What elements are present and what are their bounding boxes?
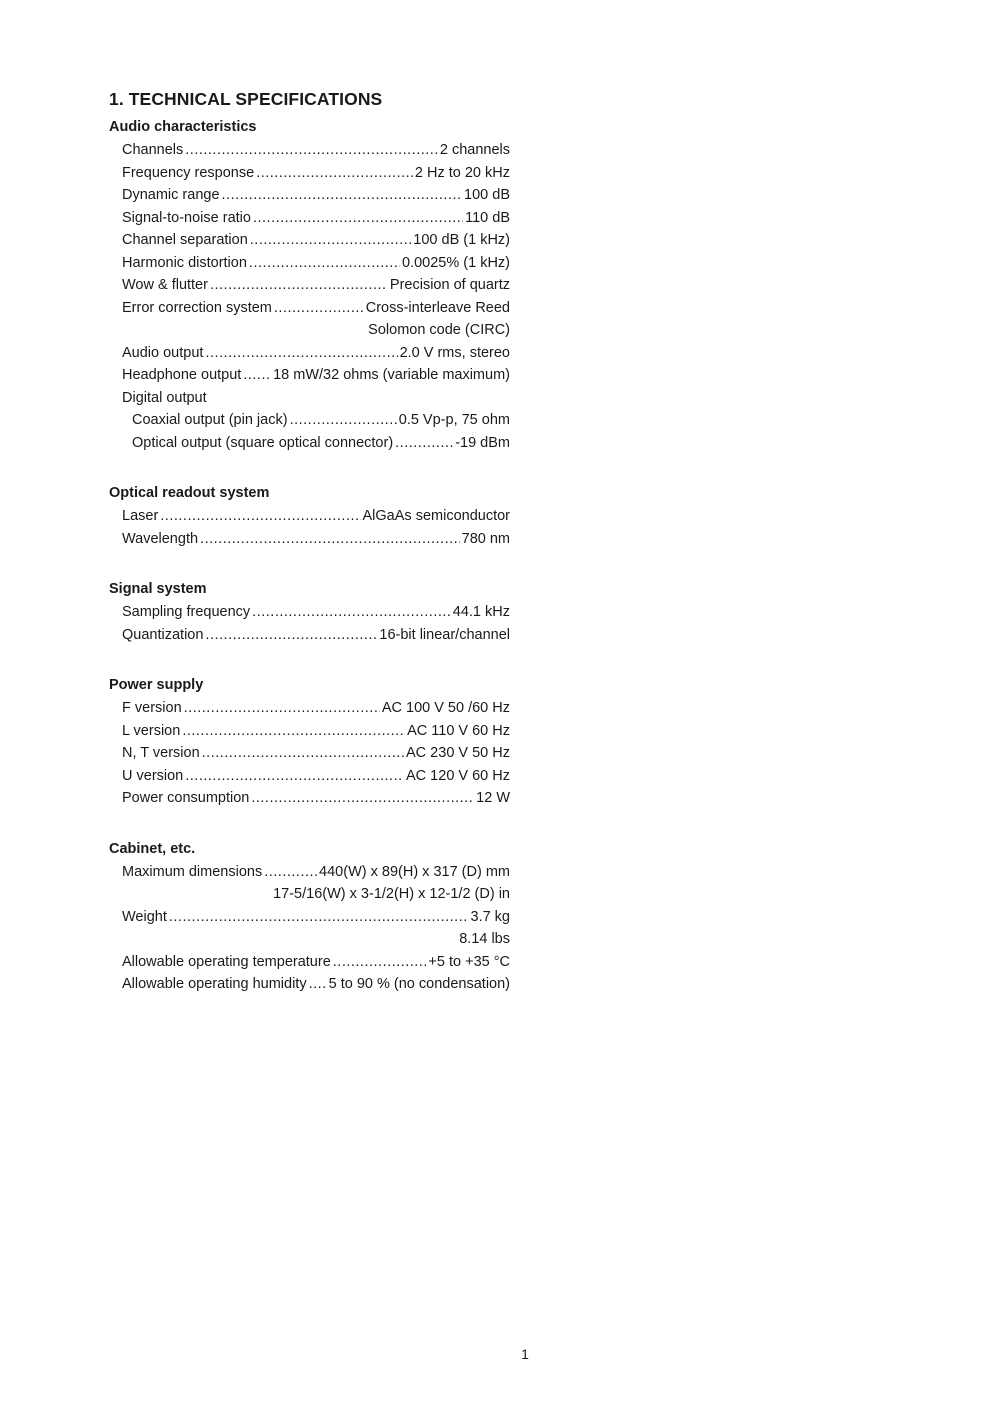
spec-row <box>109 252 510 275</box>
section-title: Signal system <box>109 581 207 597</box>
spec-value: 8.14 lbs <box>459 931 510 947</box>
spec-row <box>109 720 510 743</box>
spec-value: 100 dB <box>464 187 510 203</box>
spec-value: 2.0 V rms, stereo <box>399 344 510 361</box>
spec-row <box>109 184 510 207</box>
dot-leader <box>169 906 469 929</box>
page-number: 1 <box>521 1346 529 1362</box>
spec-label: Allowable operating humidity <box>122 976 307 992</box>
spec-row <box>109 742 510 765</box>
dot-leader <box>160 505 360 528</box>
spec-label: Channel separation <box>122 232 248 248</box>
spec-value: Solomon code (CIRC) <box>368 322 510 338</box>
spec-row <box>109 624 510 647</box>
spec-row <box>109 861 510 884</box>
spec-value: 440(W) x 89(H) x 317 (D) mm <box>319 863 510 880</box>
dot-leader <box>395 432 453 455</box>
spec-row <box>109 432 510 455</box>
spec-row <box>109 505 510 528</box>
spec-row <box>109 162 510 185</box>
spec-label: Optical output (square optical connector) <box>132 434 394 451</box>
spec-label: Laser <box>122 508 159 524</box>
spec-label: Headphone output <box>122 367 242 383</box>
spec-value: 0.5 Vp-p, 75 ohm <box>398 412 510 428</box>
spec-label: Quantization <box>122 626 204 643</box>
spec-row <box>109 973 510 996</box>
spec-value: AlGaAs semiconductor <box>362 508 510 524</box>
spec-value: -19 dBm <box>455 434 510 451</box>
dot-leader <box>200 528 460 551</box>
spec-value: 18 mW/32 ohms (variable maximum) <box>273 367 510 383</box>
spec-row <box>109 787 510 810</box>
spec-value: 110 dB <box>465 209 510 226</box>
spec-label: Harmonic distortion <box>122 254 247 271</box>
page-title: 1. TECHNICAL SPECIFICATIONS <box>109 89 383 109</box>
spec-label: Digital output <box>122 389 207 406</box>
spec-row <box>109 297 510 320</box>
spec-label: Channels <box>122 142 184 158</box>
spec-label: F version <box>122 700 182 716</box>
spec-label: Dynamic range <box>122 187 220 203</box>
dot-leader <box>249 252 400 275</box>
spec-value: 3.7 kg <box>470 908 510 925</box>
spec-label: Sampling frequency <box>122 604 251 620</box>
spec-row <box>109 274 510 297</box>
spec-section <box>109 115 510 454</box>
spec-value: 2 channels <box>439 142 510 158</box>
spec-label: Wavelength <box>122 530 199 547</box>
dot-leader <box>250 229 412 252</box>
dot-leader <box>252 601 451 624</box>
section-title: Power supply <box>109 677 204 693</box>
spec-label: Wow & flutter <box>122 277 208 293</box>
dot-leader <box>205 342 397 365</box>
dot-leader <box>264 861 317 884</box>
dot-leader <box>185 139 438 162</box>
spec-value: 2 Hz to 20 kHz <box>414 164 510 181</box>
dot-leader <box>184 697 380 720</box>
spec-label: Signal-to-noise ratio <box>122 209 251 226</box>
spec-row <box>109 229 510 252</box>
dot-leader <box>251 787 474 810</box>
spec-value: Precision of quartz <box>389 277 510 293</box>
spec-row <box>109 951 510 974</box>
dot-leader <box>333 951 427 974</box>
spec-value: 12 W <box>476 790 510 806</box>
spec-row <box>109 906 510 929</box>
dot-leader <box>256 162 413 185</box>
dot-leader <box>202 742 404 765</box>
dot-leader <box>185 765 404 788</box>
dot-leader <box>253 207 463 230</box>
spec-section <box>109 577 510 646</box>
dot-leader <box>205 624 377 647</box>
dot-leader <box>309 973 327 996</box>
spec-row-continuation <box>109 319 510 342</box>
spec-value: 16-bit linear/channel <box>379 626 510 643</box>
spec-value: 780 nm <box>461 530 510 547</box>
spec-label: Power consumption <box>122 790 250 806</box>
spec-value: Cross-interleave Reed <box>365 299 510 316</box>
spec-row <box>109 528 510 551</box>
dot-leader <box>243 364 271 387</box>
spec-value: 0.0025% (1 kHz) <box>402 254 510 271</box>
spec-label: Audio output <box>122 344 204 361</box>
spec-row <box>109 364 510 387</box>
spec-row-continuation <box>109 883 510 906</box>
spec-section <box>109 837 510 996</box>
spec-row <box>109 207 510 230</box>
dot-leader <box>290 409 397 432</box>
spec-row <box>109 409 510 432</box>
section-title: Optical readout system <box>109 485 270 501</box>
spec-section <box>109 673 510 810</box>
spec-value: AC 110 V 60 Hz <box>407 722 510 739</box>
spec-value: 5 to 90 % (no condensation) <box>328 976 510 992</box>
spec-section <box>109 481 510 550</box>
spec-sheet <box>109 86 510 996</box>
spec-label: Maximum dimensions <box>122 863 263 880</box>
spec-value: 44.1 kHz <box>452 604 510 620</box>
spec-row <box>109 139 510 162</box>
spec-row <box>109 342 510 365</box>
spec-label: U version <box>122 767 184 784</box>
dot-leader <box>222 184 463 207</box>
spec-value: 100 dB (1 kHz) <box>413 232 510 248</box>
spec-row <box>109 697 510 720</box>
spec-row <box>109 601 510 624</box>
spec-label: Error correction system <box>122 299 272 316</box>
spec-label: Frequency response <box>122 164 255 181</box>
spec-value: AC 100 V 50 /60 Hz <box>381 700 510 716</box>
spec-label: L version <box>122 722 181 739</box>
spec-label: Coaxial output (pin jack) <box>132 412 288 428</box>
dot-leader <box>182 720 405 743</box>
spec-value: 17-5/16(W) x 3-1/2(H) x 12-1/2 (D) in <box>273 886 510 902</box>
section-title: Audio characteristics <box>109 119 257 135</box>
spec-row <box>109 765 510 788</box>
dot-leader <box>274 297 364 320</box>
spec-value: AC 230 V 50 Hz <box>406 745 510 761</box>
spec-sections <box>109 115 510 996</box>
spec-label: Weight <box>122 908 167 925</box>
spec-value: AC 120 V 60 Hz <box>406 767 510 784</box>
section-title: Cabinet, etc. <box>109 840 196 857</box>
spec-label: N, T version <box>122 745 200 761</box>
spec-value: +5 to +35 °C <box>428 953 510 970</box>
dot-leader <box>210 274 388 297</box>
spec-label: Allowable operating temperature <box>122 953 331 970</box>
spec-row-continuation <box>109 928 510 951</box>
spec-row <box>109 387 510 410</box>
